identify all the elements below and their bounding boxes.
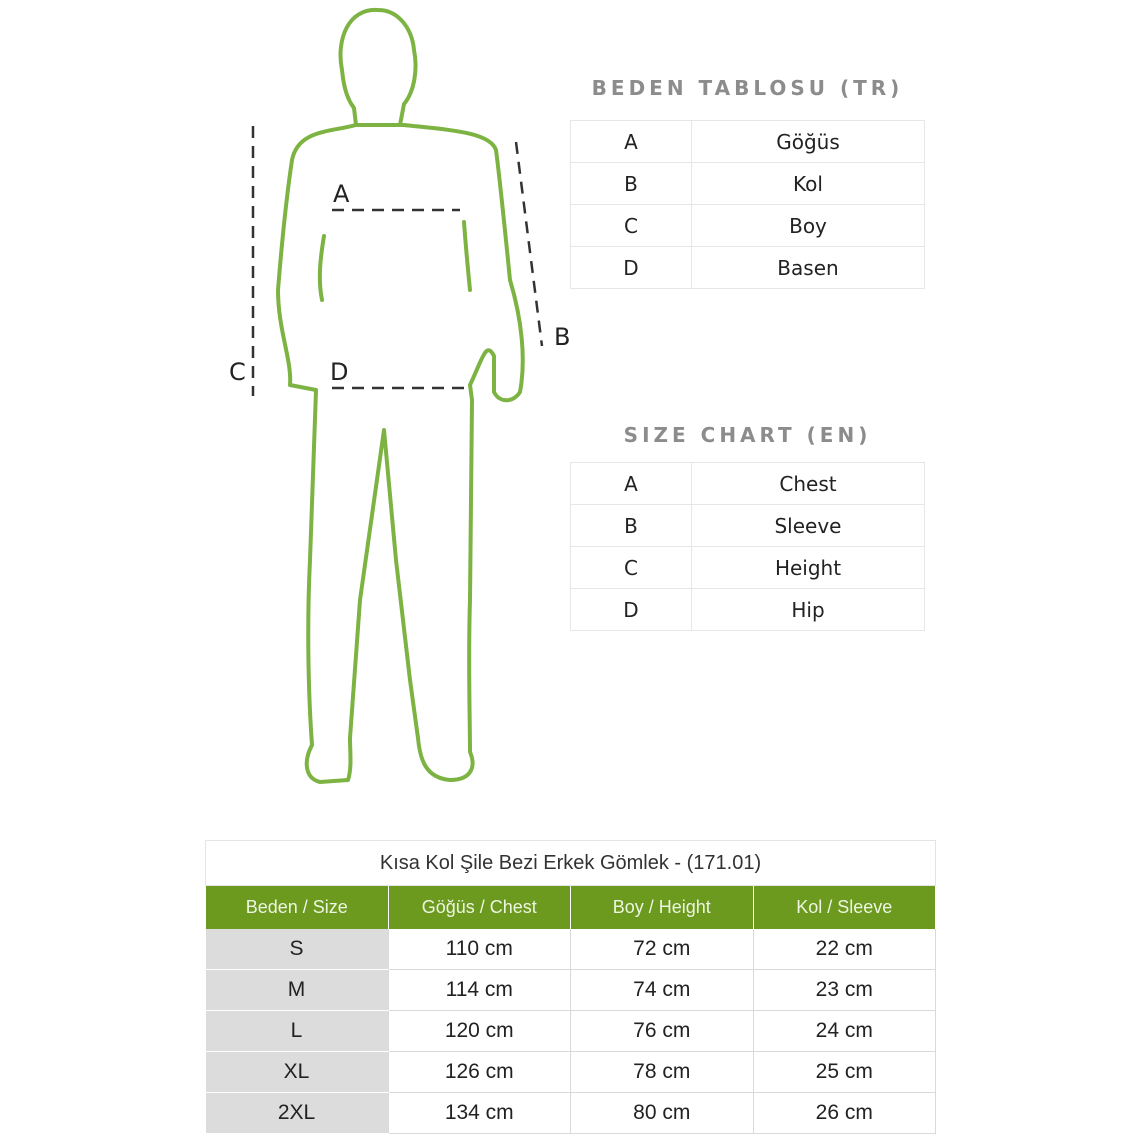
chest-cell: 134 cm [388, 1093, 571, 1134]
size-cell: M [206, 970, 389, 1011]
table-row [571, 463, 925, 505]
table-row [571, 205, 925, 247]
code-cell: B [571, 505, 692, 547]
figure-left-arm-gap [320, 236, 324, 300]
height-cell: 80 cm [571, 1093, 754, 1134]
header-chest: Göğüs / Chest [388, 886, 571, 930]
label-d: D [330, 358, 349, 386]
name-cell: Basen [692, 247, 925, 289]
header-row [206, 886, 936, 930]
size-cell: 2XL [206, 1093, 389, 1134]
sleeve-cell: 24 cm [753, 1011, 936, 1052]
sleeve-cell: 23 cm [753, 970, 936, 1011]
size-cell: XL [206, 1052, 389, 1093]
figure-head [341, 10, 416, 125]
header-sleeve: Kol / Sleeve [753, 886, 936, 930]
table-row [206, 1052, 936, 1093]
en-legend-table [570, 462, 925, 631]
figure-right-arm-gap [464, 222, 470, 290]
sleeve-cell: 22 cm [753, 929, 936, 970]
name-cell: Height [692, 547, 925, 589]
tr-legend-table [570, 120, 925, 289]
code-cell: C [571, 547, 692, 589]
height-cell: 78 cm [571, 1052, 754, 1093]
code-cell: B [571, 163, 692, 205]
name-cell: Chest [692, 463, 925, 505]
header-size: Beden / Size [206, 886, 389, 930]
size-cell: S [206, 929, 389, 970]
code-cell: C [571, 205, 692, 247]
label-b: B [554, 323, 571, 351]
name-cell: Kol [692, 163, 925, 205]
size-cell: L [206, 1011, 389, 1052]
height-cell: 76 cm [571, 1011, 754, 1052]
table-row [571, 547, 925, 589]
label-c: C [229, 358, 246, 386]
table-row [206, 929, 936, 970]
chest-cell: 110 cm [388, 929, 571, 970]
name-cell: Boy [692, 205, 925, 247]
code-cell: A [571, 463, 692, 505]
header-height: Boy / Height [571, 886, 754, 930]
table-row [206, 1011, 936, 1052]
table-row [571, 163, 925, 205]
caption-row [206, 841, 936, 886]
tr-table-title: BEDEN TABLOSU (TR) [591, 76, 904, 100]
label-a: A [333, 180, 350, 208]
product-caption: Kısa Kol Şile Bezi Erkek Gömlek - (171.01) [206, 841, 936, 886]
name-cell: Sleeve [692, 505, 925, 547]
chest-cell: 120 cm [388, 1011, 571, 1052]
table-row [571, 505, 925, 547]
code-cell: D [571, 589, 692, 631]
size-table [205, 840, 936, 1134]
height-cell: 74 cm [571, 970, 754, 1011]
height-cell: 72 cm [571, 929, 754, 970]
sleeve-cell: 26 cm [753, 1093, 936, 1134]
table-row [571, 247, 925, 289]
sleeve-cell: 25 cm [753, 1052, 936, 1093]
table-row [571, 121, 925, 163]
chest-cell: 114 cm [388, 970, 571, 1011]
en-table-title: SIZE CHART (EN) [623, 423, 872, 447]
chest-cell: 126 cm [388, 1052, 571, 1093]
body-figure [0, 0, 571, 800]
name-cell: Göğüs [692, 121, 925, 163]
name-cell: Hip [692, 589, 925, 631]
table-row [571, 589, 925, 631]
code-cell: D [571, 247, 692, 289]
code-cell: A [571, 121, 692, 163]
table-row [206, 970, 936, 1011]
figure-body-outline [278, 125, 523, 782]
table-row [206, 1093, 936, 1134]
